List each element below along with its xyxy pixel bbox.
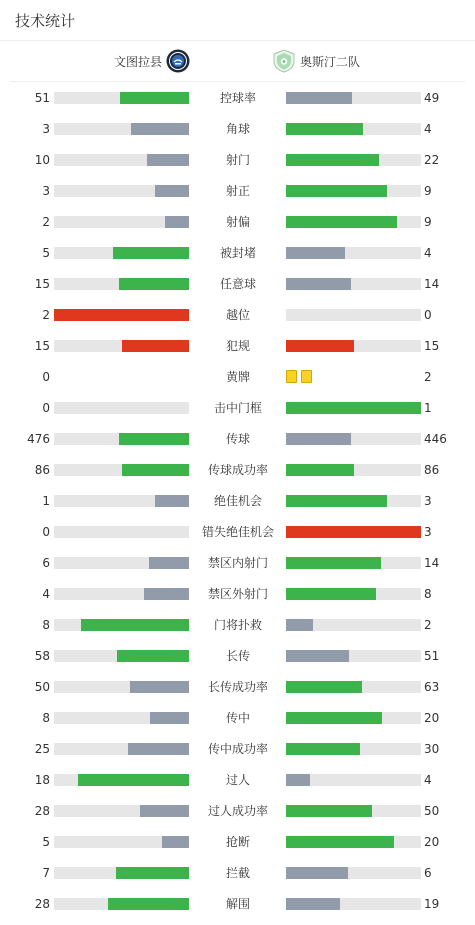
home-bar-fill [130,681,189,693]
stat-row [0,863,475,894]
home-bar [54,867,189,879]
away-bar [286,526,421,538]
away-bar-fill [286,340,354,352]
home-bar-fill [155,185,189,197]
home-value: 7 [42,866,50,880]
stat-label: 门将扑救 [213,618,262,632]
away-value: 14 [424,277,440,291]
away-bar [286,247,421,259]
stat-row [0,832,475,863]
home-bar-fill [78,774,189,786]
away-bar [286,619,421,631]
away-bar [286,805,421,817]
home-bar [54,681,189,693]
home-bar [54,588,189,600]
away-value: 2 [424,370,432,384]
away-bar-fill [286,867,348,879]
away-bar-fill [286,805,372,817]
yellow-card-icon [301,370,312,383]
home-bar-fill [144,588,189,600]
stat-row [0,770,475,801]
away-bar-fill [286,774,310,786]
home-bar [54,123,189,135]
home-value: 5 [42,246,50,260]
away-value: 9 [424,184,432,198]
stat-label: 传中 [225,711,250,725]
home-bar [54,309,189,321]
away-bar [286,712,421,724]
away-bar [286,495,421,507]
home-bar-fill [117,650,189,662]
home-bar-fill [116,867,189,879]
home-value: 2 [42,308,50,322]
home-bar [54,495,189,507]
away-bar-fill [286,216,397,228]
stat-row [0,88,475,119]
home-value: 3 [42,122,50,136]
away-bar-fill [286,650,349,662]
stat-row [0,584,475,615]
stat-label: 抢断 [225,835,250,849]
stat-row [0,181,475,212]
stat-label: 越位 [225,308,250,322]
away-value: 19 [424,897,440,911]
stat-label: 黄牌 [225,370,250,384]
away-bar [286,867,421,879]
stat-row [0,305,475,336]
away-bar-fill [286,123,363,135]
home-bar [54,92,189,104]
home-bar [54,247,189,259]
away-bar-fill [286,495,387,507]
home-bar [54,619,189,631]
stat-row [0,460,475,491]
home-bar [54,743,189,755]
away-bar-fill [286,185,387,197]
home-value: 8 [42,711,50,725]
away-value: 30 [424,742,440,756]
home-bar-fill [108,898,189,910]
home-bar [54,557,189,569]
stats-list [0,82,475,925]
home-bar [54,712,189,724]
stat-label: 过人 [225,773,250,787]
away-bar-fill [286,619,313,631]
stat-row [0,615,475,646]
home-bar-fill [122,340,190,352]
away-bar [286,402,421,414]
away-value: 86 [424,463,440,477]
stat-label: 传球成功率 [207,463,268,477]
home-value: 58 [34,649,50,663]
stat-row [0,553,475,584]
home-bar-fill [149,557,190,569]
home-value: 28 [34,897,50,911]
home-value: 25 [34,742,50,756]
stat-label: 过人成功率 [207,804,268,818]
home-bar [54,185,189,197]
away-team-name: 奥斯汀二队 [300,54,361,69]
home-bar [54,433,189,445]
stat-row [0,801,475,832]
stat-row [0,274,475,305]
stat-row [0,150,475,181]
stat-label: 错失绝佳机会 [201,525,274,539]
stat-row [0,336,475,367]
home-bar [54,805,189,817]
stat-row [0,119,475,150]
home-value: 3 [42,184,50,198]
away-value: 3 [424,525,432,539]
away-value: 8 [424,587,432,601]
stat-label: 拦截 [225,866,250,880]
away-bar-fill [286,681,362,693]
away-value: 14 [424,556,440,570]
away-bar [286,898,421,910]
home-bar-fill [54,309,189,321]
away-bar [286,340,421,352]
away-value: 63 [424,680,440,694]
home-bar [54,774,189,786]
home-value: 8 [42,618,50,632]
home-value: 15 [34,339,50,353]
home-value: 51 [34,91,50,105]
stat-row [0,677,475,708]
away-value: 22 [424,153,440,167]
home-value: 4 [42,587,50,601]
away-bar [286,743,421,755]
home-bar [54,464,189,476]
home-bar-fill [162,836,189,848]
home-bar-fill [122,464,190,476]
stat-label: 射门 [225,153,250,167]
stat-row [0,894,475,925]
away-bar [286,557,421,569]
away-bar [286,309,421,321]
away-value: 1 [424,401,432,415]
away-bar [286,774,421,786]
away-value: 51 [424,649,440,663]
stat-row [0,739,475,770]
home-bar [54,898,189,910]
away-bar [286,216,421,228]
stat-row [0,243,475,274]
away-bar-fill [286,712,382,724]
stat-row [0,522,475,553]
home-bar-fill [147,154,189,166]
away-bar-fill [286,154,379,166]
stat-row [0,708,475,739]
stat-row [0,646,475,677]
teams-header [10,41,465,82]
home-bar-fill [120,92,189,104]
away-bar [286,123,421,135]
away-value: 15 [424,339,440,353]
away-bar [286,433,421,445]
home-bar-fill [150,712,189,724]
home-value: 5 [42,835,50,849]
away-bar [286,278,421,290]
stat-label: 禁区外射门 [207,587,268,601]
stat-label: 射正 [225,184,250,198]
home-value: 50 [34,680,50,694]
away-value: 6 [424,866,432,880]
home-value: 15 [34,277,50,291]
away-bar [286,464,421,476]
away-bar-fill [286,588,376,600]
home-bar-fill [81,619,189,631]
home-bar-fill [128,743,189,755]
away-team-crest-icon [272,49,296,73]
home-bar-fill [155,495,189,507]
home-team-crest-icon [166,49,190,73]
home-bar [54,836,189,848]
away-value: 9 [424,215,432,229]
stat-label: 长传 [225,649,250,663]
away-yellow-cards [286,370,312,383]
away-value: 49 [424,91,440,105]
away-bar-fill [286,402,421,414]
away-bar-fill [286,464,354,476]
away-bar [286,588,421,600]
away-value: 3 [424,494,432,508]
stat-label: 角球 [225,122,250,136]
home-value: 86 [34,463,50,477]
stat-label: 任意球 [219,277,256,291]
away-bar-fill [286,743,360,755]
away-bar [286,185,421,197]
away-value: 0 [424,308,432,322]
away-value: 4 [424,122,432,136]
stat-label: 被封堵 [219,246,256,260]
away-bar [286,92,421,104]
home-value: 10 [34,153,50,167]
away-bar-fill [286,898,340,910]
away-bar [286,650,421,662]
home-bar [54,340,189,352]
yellow-card-icon [286,370,297,383]
home-bar [54,278,189,290]
stat-label: 传球 [225,432,250,446]
page-header [0,0,475,41]
home-bar [54,526,189,538]
home-bar [54,154,189,166]
away-bar-fill [286,433,351,445]
away-value: 20 [424,835,440,849]
stat-label: 绝佳机会 [213,494,262,508]
home-value: 28 [34,804,50,818]
stat-row [0,398,475,429]
home-value: 476 [27,432,50,446]
away-value: 50 [424,804,440,818]
home-bar-fill [119,278,189,290]
stat-label: 长传成功率 [207,680,268,694]
away-bar-fill [286,92,352,104]
home-bar [54,216,189,228]
away-value: 20 [424,711,440,725]
stat-row [0,491,475,522]
home-bar-fill [131,123,189,135]
stat-row [0,367,475,398]
home-bar-fill [113,247,189,259]
away-value: 446 [424,432,447,446]
away-bar-fill [286,557,381,569]
home-value: 18 [34,773,50,787]
away-team[interactable] [240,49,360,73]
away-bar-fill [286,526,421,538]
stat-row [0,212,475,243]
stat-label: 犯规 [225,339,250,353]
home-bar-fill [140,805,189,817]
away-value: 4 [424,246,432,260]
stat-label: 击中门框 [213,401,262,415]
away-bar-fill [286,836,394,848]
home-bar [54,402,189,414]
home-bar-fill [119,433,189,445]
away-value: 4 [424,773,432,787]
home-value: 6 [42,556,50,570]
away-bar [286,154,421,166]
home-bar-fill [165,216,189,228]
home-bar [54,650,189,662]
away-bar-fill [286,278,351,290]
stat-row [0,429,475,460]
home-value: 0 [42,370,50,384]
stat-label: 传中成功率 [207,742,268,756]
away-bar-fill [286,247,345,259]
home-value: 0 [42,525,50,539]
away-bar [286,836,421,848]
away-bar [286,681,421,693]
home-team[interactable] [10,49,240,73]
home-value: 1 [42,494,50,508]
stat-label: 禁区内射门 [207,556,268,570]
home-value: 2 [42,215,50,229]
stat-label: 控球率 [219,91,256,105]
stat-label: 射偏 [225,215,250,229]
home-team-name: 文图拉县 [113,54,162,69]
home-value: 0 [42,401,50,415]
stat-label: 解围 [225,897,250,911]
page-title: 技术统计 [15,11,76,30]
away-value: 2 [424,618,432,632]
